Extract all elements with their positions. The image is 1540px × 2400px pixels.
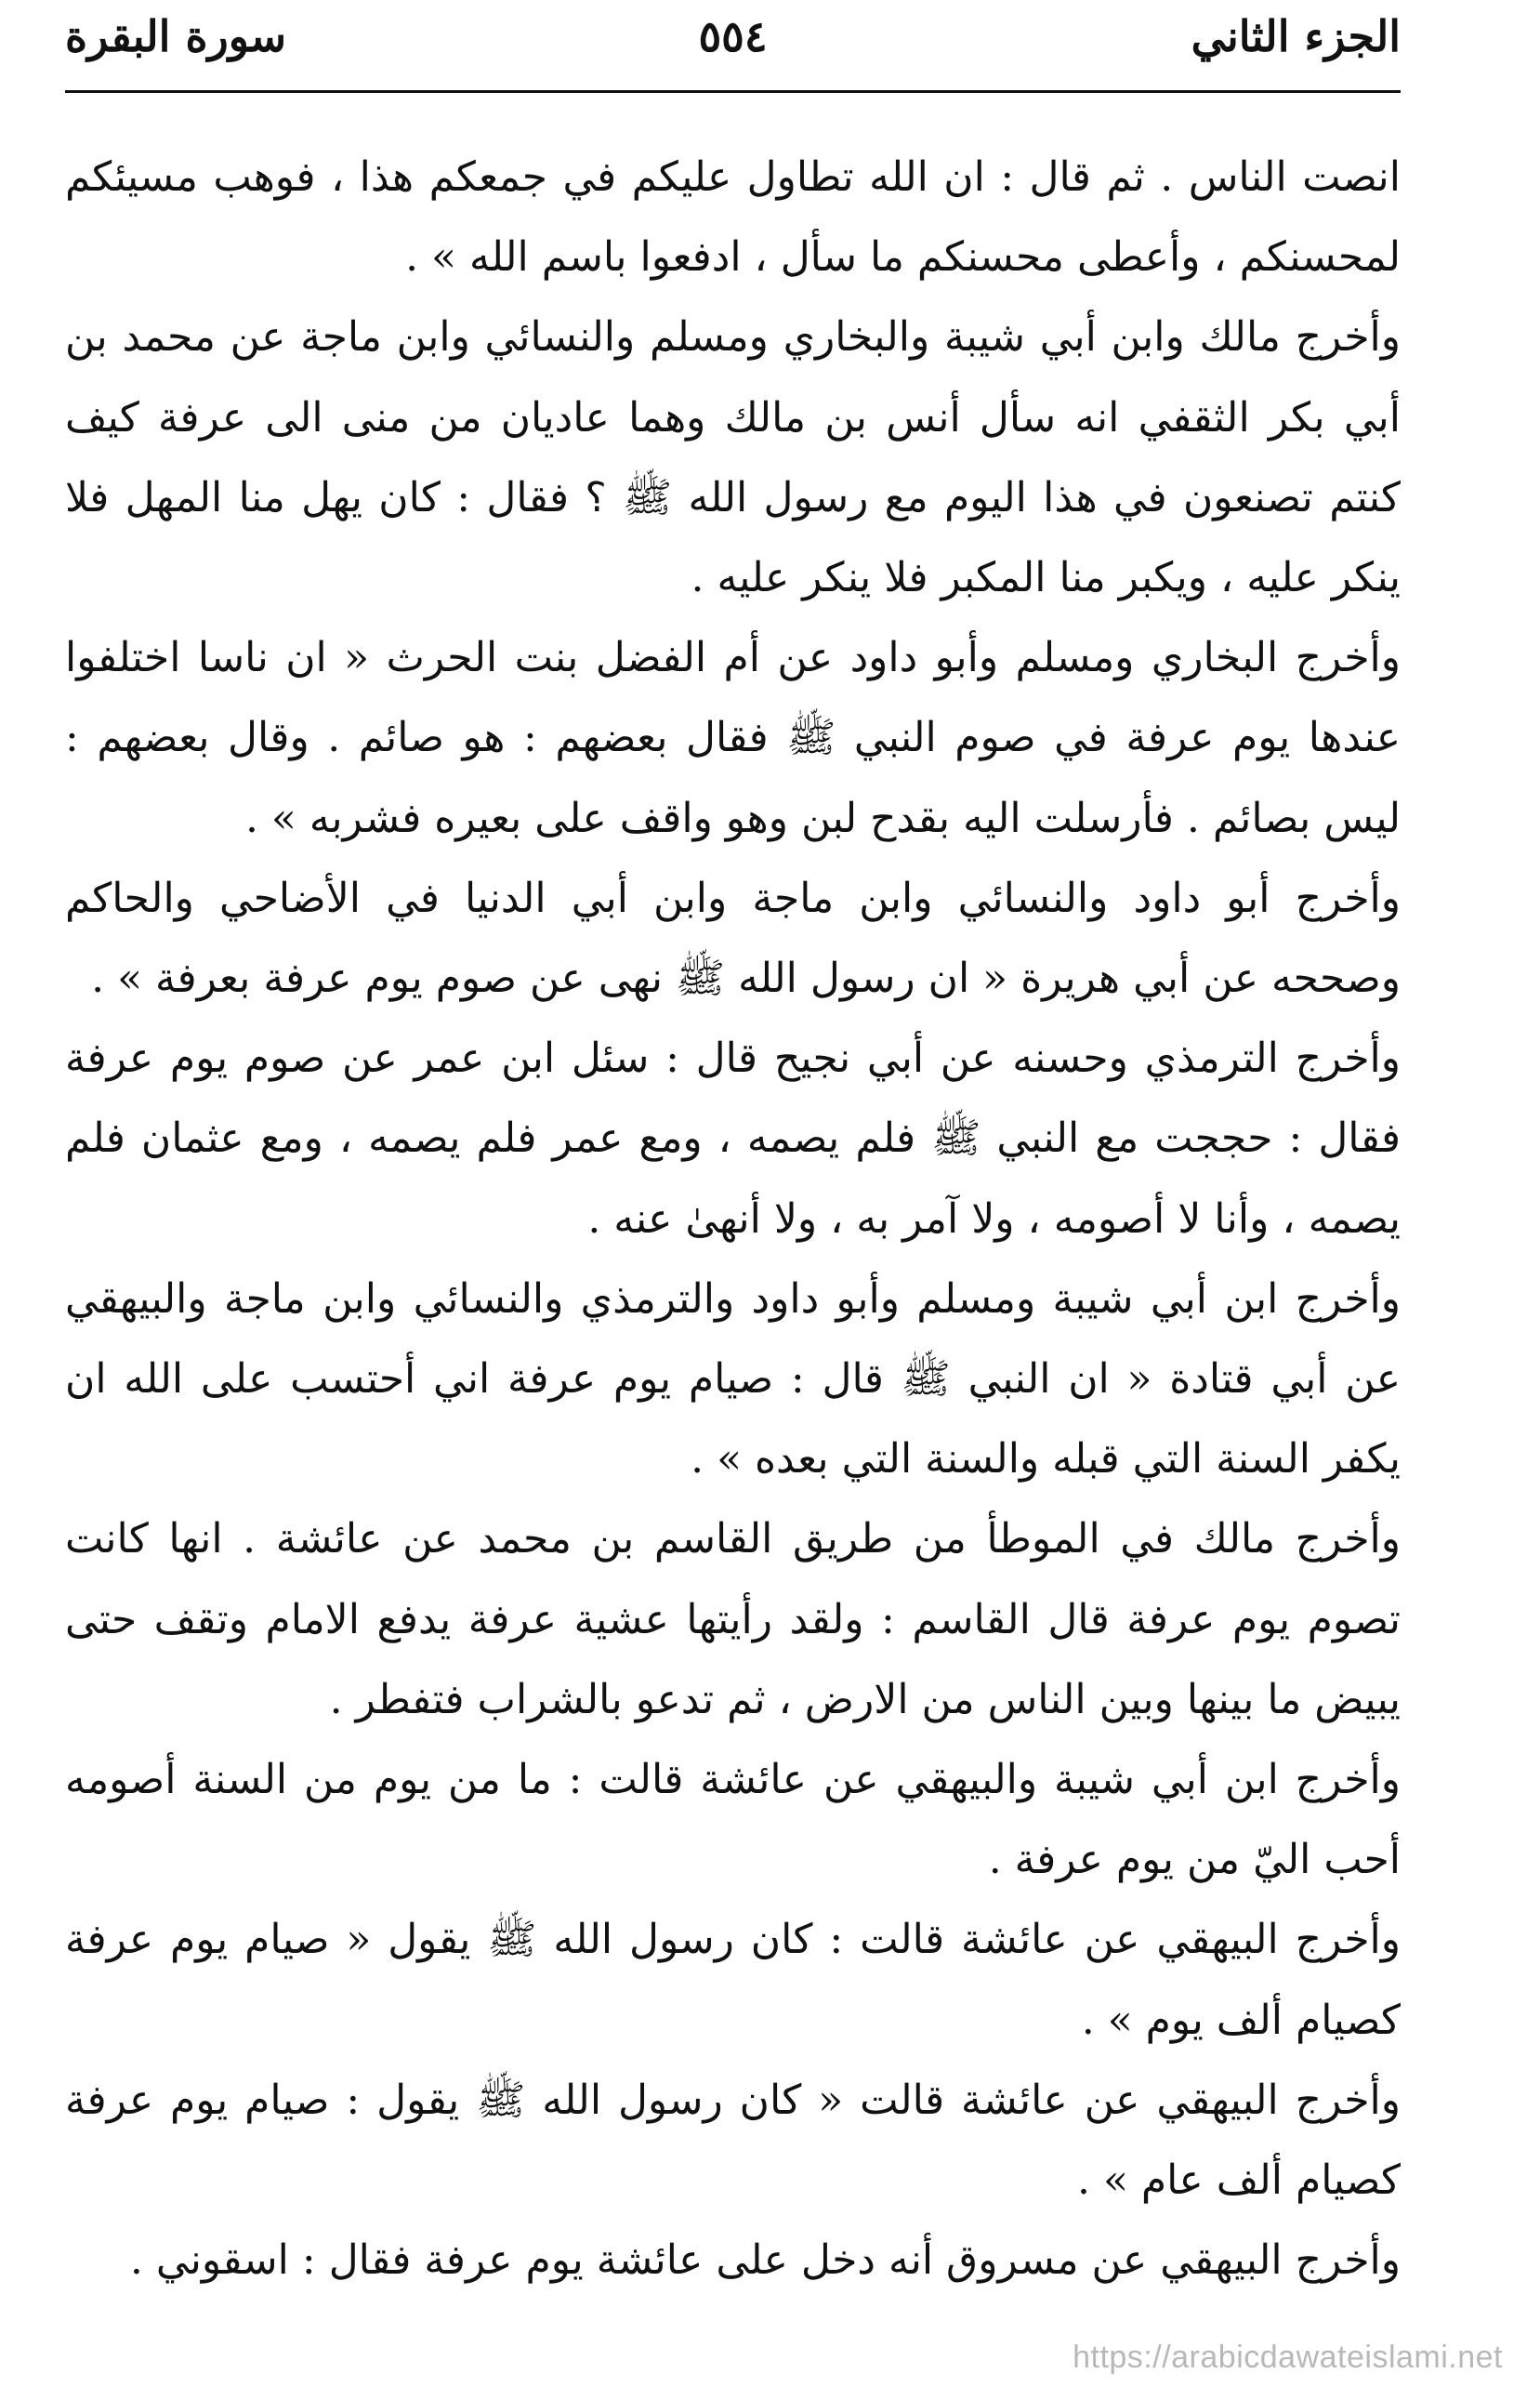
part-title: الجزء الثاني [1191,11,1401,61]
watermark-url: https://arabicdawateislami.net [1073,2340,1503,2375]
paragraph-5: وأخرج الترمذي وحسنه عن أبي نجيح قال : سئل ابن عمر عن صوم يوم عرفة فقال : حججت مع النبي ﷺ فلم يصمه ، ومع عمر فلم يصمه ، ومع عثمان فلم يصمه ، وأنا لا أصومه ، ولا آمر به ، ولا أنهىٰ عنه . [65,1035,1401,1243]
paragraph-7: وأخرج مالك في الموطأ من طريق القاسم بن محمد عن عائشة . انها كانت تصوم يوم عرفة قال القاسم : ولقد رأيتها عشية عرفة يدفع الامام وتقف حتى يبيض ما بينها وبين الناس من الارض ، ثم تدعو بالشراب فتفطر . [65,1515,1401,1723]
page-body [65,138,1401,2301]
paragraph-2: وأخرج مالك وابن أبي شيبة والبخاري ومسلم والنسائي وابن ماجة عن محمد بن أبي بكر الثقفي انه سأل أنس بن مالك وهما عاديان من منى الى عرفة كيف كنتم تصنعون في هذا اليوم مع رسول الله ﷺ ؟ فقال : كان يهل منا المهل فلا ينكر عليه ، ويكبر منا المكبر فلا ينكر عليه . [65,313,1401,602]
header-divider [65,90,1401,93]
paragraph-3: وأخرج البخاري ومسلم وأبو داود عن أم الفضل بنت الحرث « ان ناسا اختلفوا عندها يوم عرفة في صوم النبي ﷺ فقال بعضهم : هو صائم . وقال بعضهم : ليس بصائم . فأرسلت اليه بقدح لبن وهو واقف على بعيره فشربه » . [65,634,1401,842]
surah-title: سورة البقرة [65,11,287,61]
paragraph-11: وأخرج البيهقي عن مسروق أنه دخل على عائشة يوم عرفة فقال : اسقوني . [129,2236,1401,2285]
page-number: ٥٥٤ [698,11,768,61]
paragraph-8: وأخرج ابن أبي شيبة والبيهقي عن عائشة قالت : ما من يوم من السنة أصومه أحب اليّ من يوم عرفة . [65,1756,1401,1884]
paragraph-1: انصت الناس . ثم قال : ان الله تطاول عليكم في جمعكم هذا ، فوهب مسيئكم لمحسنكم ، وأعطى محسنكم ما سأل ، ادفعوا باسم الله » . [65,153,1401,282]
paragraph-4: وأخرج أبو داود والنسائي وابن ماجة وابن أبي الدنيا في الأضاحي والحاكم وصححه عن أبي هريرة « ان رسول الله ﷺ نهى عن صوم يوم عرفة بعرفة » . [65,874,1401,1003]
paragraph-9: وأخرج البيهقي عن عائشة قالت : كان رسول الله ﷺ يقول « صيام يوم عرفة كصيام ألف يوم » . [65,1916,1401,2044]
page-header [65,0,1401,88]
paragraph-10: وأخرج البيهقي عن عائشة قالت « كان رسول الله ﷺ يقول : صيام يوم عرفة كصيام ألف عام » . [65,2076,1401,2205]
paragraph-6: وأخرج ابن أبي شيبة ومسلم وأبو داود والترمذي والنسائي وابن ماجة والبيهقي عن أبي قتادة « ان النبي ﷺ قال : صيام يوم عرفة اني أحتسب على الله ان يكفر السنة التي قبله والسنة التي بعده » . [65,1274,1401,1484]
